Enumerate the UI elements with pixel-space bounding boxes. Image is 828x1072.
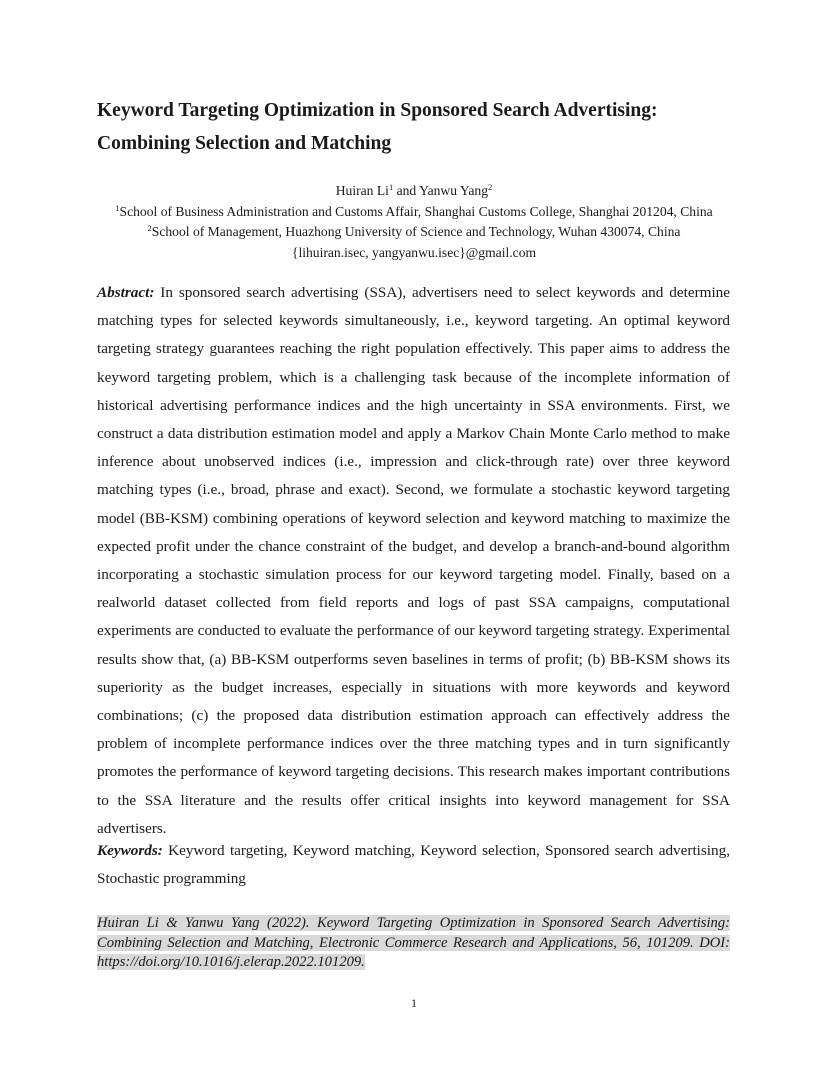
affiliation-1: [0, 202, 828, 223]
affiliation-2-superscript: 2: [147, 223, 152, 233]
abstract-paragraph: [97, 279, 730, 843]
page-number: 1: [411, 996, 417, 1010]
author-block: [0, 181, 828, 263]
affiliation-1-superscript: 1: [115, 202, 120, 213]
author-2-name: Yanwu Yang: [419, 183, 489, 198]
keywords-paragraph: [97, 837, 730, 893]
citation-note: [97, 914, 730, 973]
author-1-name: Huiran Li: [335, 183, 389, 198]
paper-title: Keyword Targeting Optimization in Sponsored Search Advertising: Combining Selection and Matching: [97, 100, 658, 154]
citation-text: Huiran Li & Yanwu Yang (2022). Keyword Targeting Optimization in Sponsored Search Advertising: Combining Selection and Matching, Electronic Commerce Research and Applications, 56, 101209. DOI: https://doi.org/10.1016/j.elerap.2022.101209.: [97, 915, 730, 970]
affiliation-1-text: School of Business Administration and Customs Affair, Shanghai Customs College, Shanghai 201204, China: [119, 203, 713, 219]
affiliation-2-text: School of Management, Huazhong University of Science and Technology, Wuhan 430074, China: [151, 224, 681, 239]
author-emails: {lihuiran.isec, yangyanwu.isec}@gmail.com: [291, 244, 537, 260]
author-line: [0, 181, 828, 202]
affiliation-2: [0, 222, 828, 243]
abstract-text: In sponsored search advertising (SSA), advertisers need to select keywords and determine matching types for selected keywords simultaneously, i.e., keyword targeting. An optimal keyword targeting strategy guarantees reaching the right population effectively. This paper aims to address the keyword targeting problem, which is a challenging task because of the incomplete information of historical advertising performance indices and the high uncertainty in SSA environments. First, we construct a data distribution estimation model and apply a Markov Chain Monte Carlo method to make inference about unobserved indices (i.e., impression and click-through rate) over three keyword matching types (i.e., broad, phrase and exact). Second, we formulate a stochastic keyword targeting model (BB-KSM) combining operations of keyword selection and keyword matching to maximize the expected profit under the chance constraint of the budget, and develop a branch-and-bound algorithm incorporating a stochastic simulation process for our keyword targeting model. Finally, based on a realworld dataset collected from field reports and logs of past SSA campaigns, computational experiments are conducted to evaluate the performance of our keyword targeting strategy. Experimental results show that, (a) BB-KSM outperforms seven baselines in terms of profit; (b) BB-KSM shows its superiority as the budget increases, especially in situations with more keywords and keyword combinations; (c) the proposed data distribution estimation approach can effectively address the problem of incomplete performance indices over the three matching types and in turn significantly promotes the performance of keyword targeting decisions. This research makes important contributions to the SSA literature and the results offer critical insights into keyword management for SSA advertisers.: [97, 284, 730, 837]
abstract-label: Abstract:: [97, 284, 155, 301]
keywords-label: Keywords:: [97, 842, 163, 859]
author-conjunction: and: [393, 183, 420, 198]
author-2-superscript: 2: [488, 182, 493, 192]
keywords-text: Keyword targeting, Keyword matching, Keyword selection, Sponsored search advertising, Stochastic programming: [97, 842, 730, 888]
author-1-superscript: 1: [388, 182, 394, 192]
